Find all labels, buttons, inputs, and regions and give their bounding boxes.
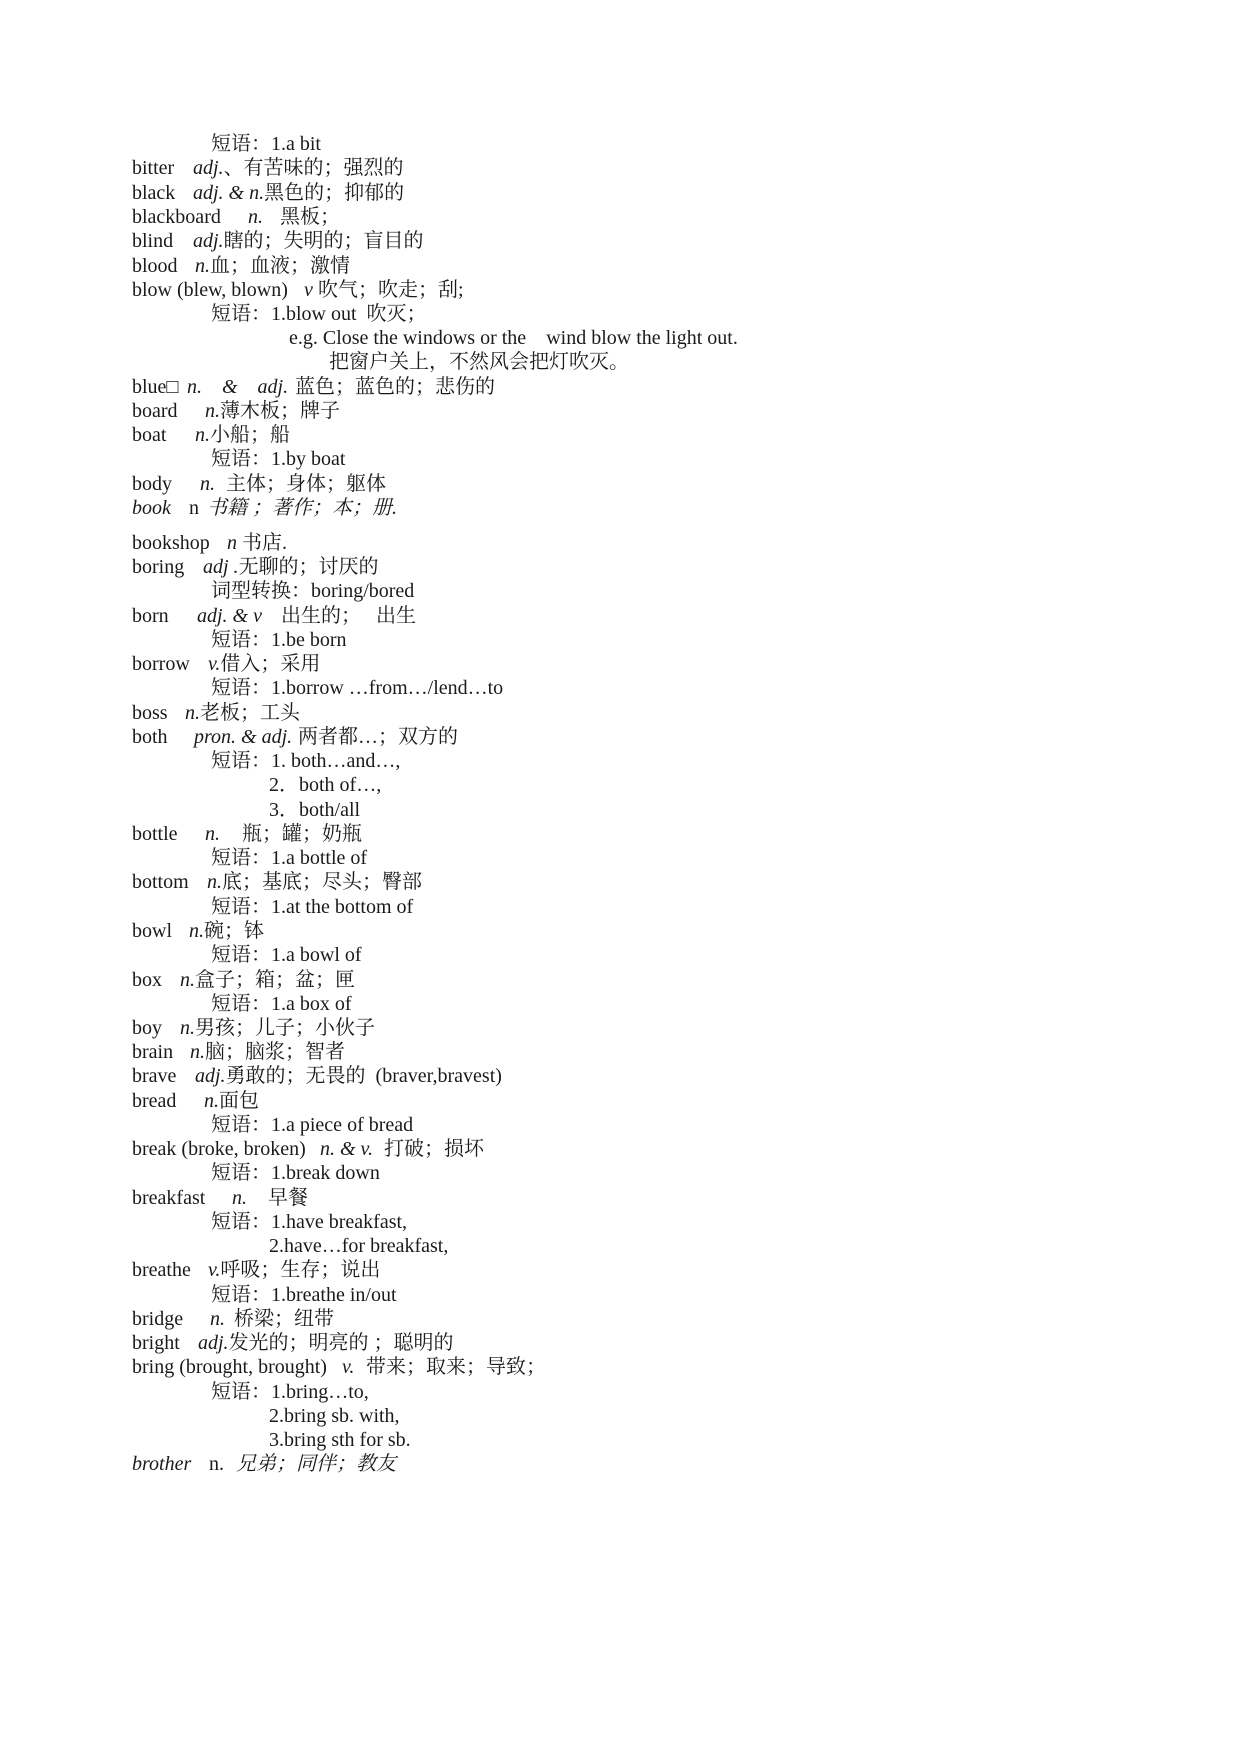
definition: 无聊的；讨厌的 [238,556,379,578]
entry-blind [132,228,424,254]
part-of-speech: adj . [203,556,239,578]
headword: born [132,605,169,627]
part-of-speech: n. [190,1041,205,1063]
entry-breathe [132,1257,380,1283]
part-of-speech: v. [342,1356,355,1378]
part-of-speech: adj. [193,157,224,179]
phrase-line: 短语：1.blow out 吹灭； [211,303,427,325]
definition: 瞎的；失明的；盲目的 [223,230,424,252]
definition: 发光的；明亮的 ；聪明的 [228,1332,454,1354]
definition: 主体；身体；躯体 [226,473,386,495]
part-of-speech: v [304,279,313,301]
definition: 碗；钵 [204,920,264,942]
entry-both [132,724,458,750]
definition: 呼吸；生存；说出 [220,1259,381,1281]
definition: 黑色的；抑郁的 [264,182,405,204]
headword: bottom [132,871,189,893]
definition: 、有苦味的；强烈的 [223,157,404,179]
part-of-speech: n. [207,871,222,893]
entry-boy [132,1015,375,1041]
part-of-speech: adj. & v [197,605,262,627]
part-of-speech: n [227,532,237,554]
entry-bright [132,1330,454,1356]
entry-board [132,398,340,424]
headword: blow (blew, blown) [132,279,288,301]
entry-bottle [132,821,362,847]
entry-break [132,1136,484,1162]
part-of-speech: n. [205,823,220,845]
entry-blood [132,253,350,279]
headword: bridge [132,1308,184,1330]
part-of-speech: adj. [198,1332,229,1354]
example-sentence: e.g. Close the windows or the wind blow the light out. [289,327,738,349]
phrase-line: 短语：1.a bottle of [211,847,368,869]
part-of-speech: n. [205,400,220,422]
headword: brother [132,1453,192,1475]
phrase-line: 短语：1.be born [211,629,347,651]
headword: bread [132,1090,177,1112]
headword: brave [132,1065,177,1087]
definition: 书籍 ；著作；本；册. [207,497,397,519]
phrase-line: 短语：1.break down [211,1162,380,1184]
word-form-line: 词型转换：boring/bored [211,580,415,602]
entry-brother [132,1451,396,1477]
part-of-speech: v. [208,653,221,675]
headword: bright [132,1332,180,1354]
definition: 带来；取来；导致； [366,1356,546,1378]
part-of-speech: n. [200,473,215,495]
part-of-speech: n. & adj. [187,376,289,398]
entry-black [132,180,404,206]
phrase-line: 2．both of…, [269,774,382,796]
headword: borrow [132,653,190,675]
part-of-speech: adj. & n. [193,182,265,204]
headword: black [132,182,176,204]
entry-blackboard [132,204,340,230]
entry-borrow [132,651,320,677]
entry-bottom [132,869,422,895]
part-of-speech: adj. [195,1065,226,1087]
part-of-speech: n. [185,702,200,724]
definition: 书店. [242,532,287,554]
phrase-line: 3．both/all [269,799,361,821]
part-of-speech: n. [195,424,210,446]
definition: 两者都…；双方的 [298,726,458,748]
definition: 桥梁；纽带 [234,1308,334,1330]
entry-bread [132,1088,259,1114]
part-of-speech: n [189,497,199,519]
headword: blue□ [132,376,179,398]
headword: body [132,473,172,495]
headword: bitter [132,157,175,179]
part-of-speech: n. [195,255,210,277]
definition: 小船；船 [210,424,290,446]
part-of-speech: n. [180,1017,195,1039]
headword: box [132,969,162,991]
definition: 打破；损坏 [384,1138,484,1160]
part-of-speech: n. [209,1453,224,1475]
definition: 兄弟；同伴；教友 [236,1453,396,1475]
headword: bring (brought, brought) [132,1356,327,1378]
definition: 血；血液；激情 [210,255,350,277]
definition: 盒子；箱；盆；匣 [195,969,355,991]
definition: 面包 [219,1090,259,1112]
headword: blackboard [132,206,221,228]
headword: bookshop [132,532,210,554]
definition: 勇敢的；无畏的 (braver,bravest) [225,1065,502,1087]
phrase-line: 短语：1.breathe in/out [211,1284,397,1306]
definition: 男孩；儿子；小伙子 [195,1017,375,1039]
entry-bowl [132,918,264,944]
part-of-speech: n. [232,1187,247,1209]
definition: 早餐 [268,1187,308,1209]
phrase-line: 短语：1. both…and…, [211,750,401,772]
headword: bottle [132,823,178,845]
definition: 老板；工头 [200,702,300,724]
definition: 薄木板；牌子 [220,400,340,422]
headword: both [132,726,168,748]
entry-born [132,603,416,629]
part-of-speech: pron. & adj. [194,726,293,748]
entry-blue [132,374,495,400]
part-of-speech: n. [180,969,195,991]
part-of-speech: n. [248,206,263,228]
definition: 瓶；罐；奶瓶 [242,823,362,845]
headword: boat [132,424,167,446]
phrase-line: 短语：1.a box of [211,993,352,1015]
headword: brain [132,1041,174,1063]
definition: 借入；采用 [220,653,321,675]
headword: blind [132,230,174,252]
entry-body [132,471,386,497]
phrase-line: 短语：1.a bit [211,133,321,155]
entry-box [132,967,355,993]
entry-book [132,495,397,521]
definition: 吹气；吹走；刮; [318,279,464,301]
entry-bring [132,1354,546,1380]
phrase-line: 短语：1.a piece of bread [211,1114,414,1136]
headword: boss [132,702,168,724]
definition: 蓝色；蓝色的；悲伤的 [295,376,495,398]
phrase-line: 短语：1.have breakfast, [211,1211,408,1233]
entry-boat [132,422,290,448]
headword: bowl [132,920,172,942]
phrase-line: 短语：1.a bowl of [211,944,362,966]
headword: board [132,400,178,422]
entry-boss [132,700,300,726]
definition: 黑板； [280,206,340,228]
headword: boy [132,1017,162,1039]
part-of-speech: adj. [193,230,224,252]
phrase-line: 短语：1.by boat [211,448,346,470]
entry-breakfast [132,1185,308,1211]
example-translation: 把窗户关上，不然风会把灯吹灭。 [329,351,629,373]
entry-boring [132,554,379,580]
definition: 底；基底；尽头；臀部 [222,871,422,893]
part-of-speech: n. [210,1308,225,1330]
definition: 出生的； 出生 [281,605,416,627]
entry-bitter [132,155,404,181]
definition: 脑；脑浆；智者 [205,1041,345,1063]
entry-bookshop [132,530,287,556]
entry-blow [132,277,464,303]
phrase-line: 2.bring sb. with, [269,1405,400,1427]
phrase-line: 短语：1.at the bottom of [211,896,414,918]
phrase-line: 短语：1.bring…to, [211,1381,369,1403]
part-of-speech: v. [208,1259,221,1281]
headword: break (broke, broken) [132,1138,306,1160]
part-of-speech: n. [204,1090,219,1112]
part-of-speech: n. [189,920,204,942]
phrase-line: 2.have…for breakfast, [269,1235,449,1257]
headword: boring [132,556,185,578]
headword: breakfast [132,1187,206,1209]
part-of-speech: n. & v. [320,1138,373,1160]
headword: book [132,497,171,519]
entry-brave [132,1063,502,1089]
phrase-line: 短语：1.borrow …from…/lend…to [211,677,504,699]
headword: breathe [132,1259,191,1281]
phrase-line: 3.bring sth for sb. [269,1429,411,1451]
entry-bridge [132,1306,334,1332]
entry-brain [132,1039,345,1065]
headword: blood [132,255,178,277]
